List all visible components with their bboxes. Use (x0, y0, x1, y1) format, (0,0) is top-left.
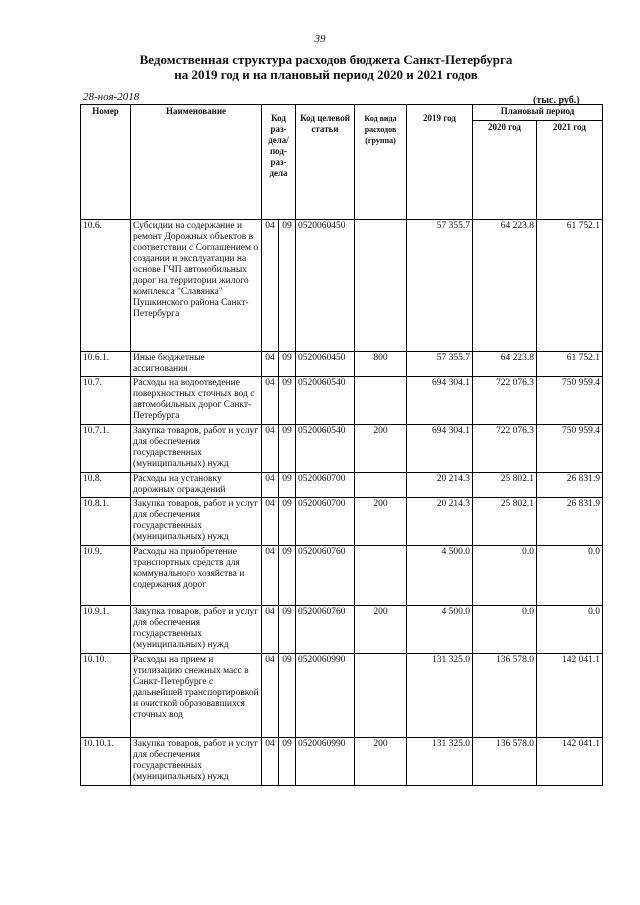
document-date: 28-ноя-2018 (83, 91, 140, 103)
row-subsection: 09 (279, 606, 296, 654)
row-group: 200 (355, 498, 407, 546)
document-title (0, 52, 640, 82)
row-target: 0520060990 (296, 654, 355, 738)
row-number: 10.7. (81, 377, 131, 425)
row-name: Субсидии на содержание и ремонт Дорожных объектов в соответствии с Соглашением о создании и эксплуатации на основе ГЧП автомобильных дорог на территории жилого комплекса "Славянка" Пушкинского района Санкт-Петербурга (131, 220, 262, 352)
row-section: 04 (262, 738, 279, 786)
row-subsection: 09 (279, 425, 296, 473)
row-2020: 64 223.8 (473, 220, 537, 352)
row-2020: 0.0 (473, 606, 537, 654)
row-group (355, 546, 407, 606)
title-line-1: Ведомственная структура расходов бюджета Санкт-Петербурга (139, 52, 513, 67)
row-section: 04 (262, 220, 279, 352)
row-target: 0520060450 (296, 220, 355, 352)
row-number: 10.9. (81, 546, 131, 606)
row-group (355, 654, 407, 738)
table-row (81, 546, 603, 606)
table-row (81, 473, 603, 498)
row-2019: 4 500.0 (407, 546, 473, 606)
row-number: 10.10.1. (81, 738, 131, 786)
row-2020: 722 076.3 (473, 425, 537, 473)
row-name: Расходы на приобретение транспортных средств для коммунального хозяйства и содержания дорог (131, 546, 262, 606)
row-target: 0520060760 (296, 606, 355, 654)
row-2021: 750 959.4 (537, 377, 603, 425)
row-number: 10.9.1. (81, 606, 131, 654)
row-2019: 694 304.1 (407, 377, 473, 425)
row-2019: 57 355.7 (407, 352, 473, 377)
row-section: 04 (262, 473, 279, 498)
budget-table (80, 104, 603, 786)
row-2021: 26 831.9 (537, 498, 603, 546)
row-section: 04 (262, 352, 279, 377)
row-subsection: 09 (279, 377, 296, 425)
row-2019: 57 355.7 (407, 220, 473, 352)
row-2020: 25 802.1 (473, 473, 537, 498)
header-number: Номер (81, 105, 131, 220)
units-label: (тыс. руб.) (533, 95, 580, 106)
title-line-2: на 2019 год и на плановый период 2020 и 2021 годов (174, 67, 478, 82)
header-target: Код целевой статьи (296, 105, 355, 220)
row-target: 0520060540 (296, 425, 355, 473)
row-section: 04 (262, 654, 279, 738)
row-target: 0520060700 (296, 498, 355, 546)
row-2021: 142 041.1 (537, 738, 603, 786)
table-row (81, 606, 603, 654)
header-2019: 2019 год (407, 105, 473, 220)
row-2021: 0.0 (537, 606, 603, 654)
table-row (81, 738, 603, 786)
row-name: Закупка товаров, работ и услуг для обеспечения государственных (муниципальных) нужд (131, 606, 262, 654)
row-2019: 131 325.0 (407, 654, 473, 738)
row-name: Расходы на прием и утилизацию снежных масс в Санкт-Петербурге с дальнейшей транспортировкой и очисткой образовавшихся сточных вод (131, 654, 262, 738)
row-number: 10.6.1. (81, 352, 131, 377)
row-2021: 61 752.1 (537, 220, 603, 352)
row-2019: 20 214.3 (407, 473, 473, 498)
table-row (81, 352, 603, 377)
row-2019: 694 304.1 (407, 425, 473, 473)
row-subsection: 09 (279, 738, 296, 786)
row-2021: 0.0 (537, 546, 603, 606)
row-target: 0520060540 (296, 377, 355, 425)
row-group (355, 473, 407, 498)
row-2019: 4 500.0 (407, 606, 473, 654)
row-subsection: 09 (279, 352, 296, 377)
header-name: Наименование (131, 105, 262, 220)
row-subsection: 09 (279, 498, 296, 546)
table-row (81, 425, 603, 473)
row-2020: 722 076.3 (473, 377, 537, 425)
row-name: Закупка товаров, работ и услуг для обеспечения государственных (муниципальных) нужд (131, 738, 262, 786)
row-2019: 20 214.3 (407, 498, 473, 546)
row-number: 10.8.1. (81, 498, 131, 546)
row-2021: 61 752.1 (537, 352, 603, 377)
table-row (81, 654, 603, 738)
page-number: 39 (314, 33, 326, 45)
row-target: 0520060760 (296, 546, 355, 606)
row-2020: 25 802.1 (473, 498, 537, 546)
row-name: Закупка товаров, работ и услуг для обеспечения государственных (муниципальных) нужд (131, 498, 262, 546)
row-group (355, 377, 407, 425)
row-target: 0520060700 (296, 473, 355, 498)
row-section: 04 (262, 606, 279, 654)
header-section: Код раз- дела/ под- раз- дела (262, 105, 296, 220)
row-2020: 136 578.0 (473, 738, 537, 786)
header-2020: 2020 год (473, 121, 537, 220)
row-group: 200 (355, 606, 407, 654)
row-2021: 750 959.4 (537, 425, 603, 473)
table-row (81, 498, 603, 546)
row-number: 10.10. (81, 654, 131, 738)
table-row (81, 377, 603, 425)
row-name: Закупка товаров, работ и услуг для обеспечения государственных (муниципальных) нужд (131, 425, 262, 473)
header-2021: 2021 год (537, 121, 603, 220)
row-name: Иные бюджетные ассигнования (131, 352, 262, 377)
row-2021: 26 831.9 (537, 473, 603, 498)
row-section: 04 (262, 546, 279, 606)
row-section: 04 (262, 377, 279, 425)
row-subsection: 09 (279, 654, 296, 738)
row-2020: 136 578.0 (473, 654, 537, 738)
row-target: 0520060450 (296, 352, 355, 377)
row-subsection: 09 (279, 473, 296, 498)
row-name: Расходы на установку дорожных ограждений (131, 473, 262, 498)
header-group: Код вида расходов (группа) (355, 105, 407, 220)
header-planned-period: Плановый период (473, 105, 603, 121)
row-group (355, 220, 407, 352)
row-target: 0520060990 (296, 738, 355, 786)
row-section: 04 (262, 498, 279, 546)
row-2019: 131 325.0 (407, 738, 473, 786)
row-2021: 142 041.1 (537, 654, 603, 738)
row-number: 10.8. (81, 473, 131, 498)
row-2020: 64 223.8 (473, 352, 537, 377)
table-row (81, 220, 603, 352)
row-number: 10.7.1. (81, 425, 131, 473)
row-section: 04 (262, 425, 279, 473)
row-2020: 0.0 (473, 546, 537, 606)
row-name: Расходы на водоотведение поверхностных сточных вод с автомобильных дорог Санкт-Петербурга (131, 377, 262, 425)
row-group: 800 (355, 352, 407, 377)
row-group: 200 (355, 425, 407, 473)
row-number: 10.6. (81, 220, 131, 352)
row-group: 200 (355, 738, 407, 786)
row-subsection: 09 (279, 220, 296, 352)
row-subsection: 09 (279, 546, 296, 606)
